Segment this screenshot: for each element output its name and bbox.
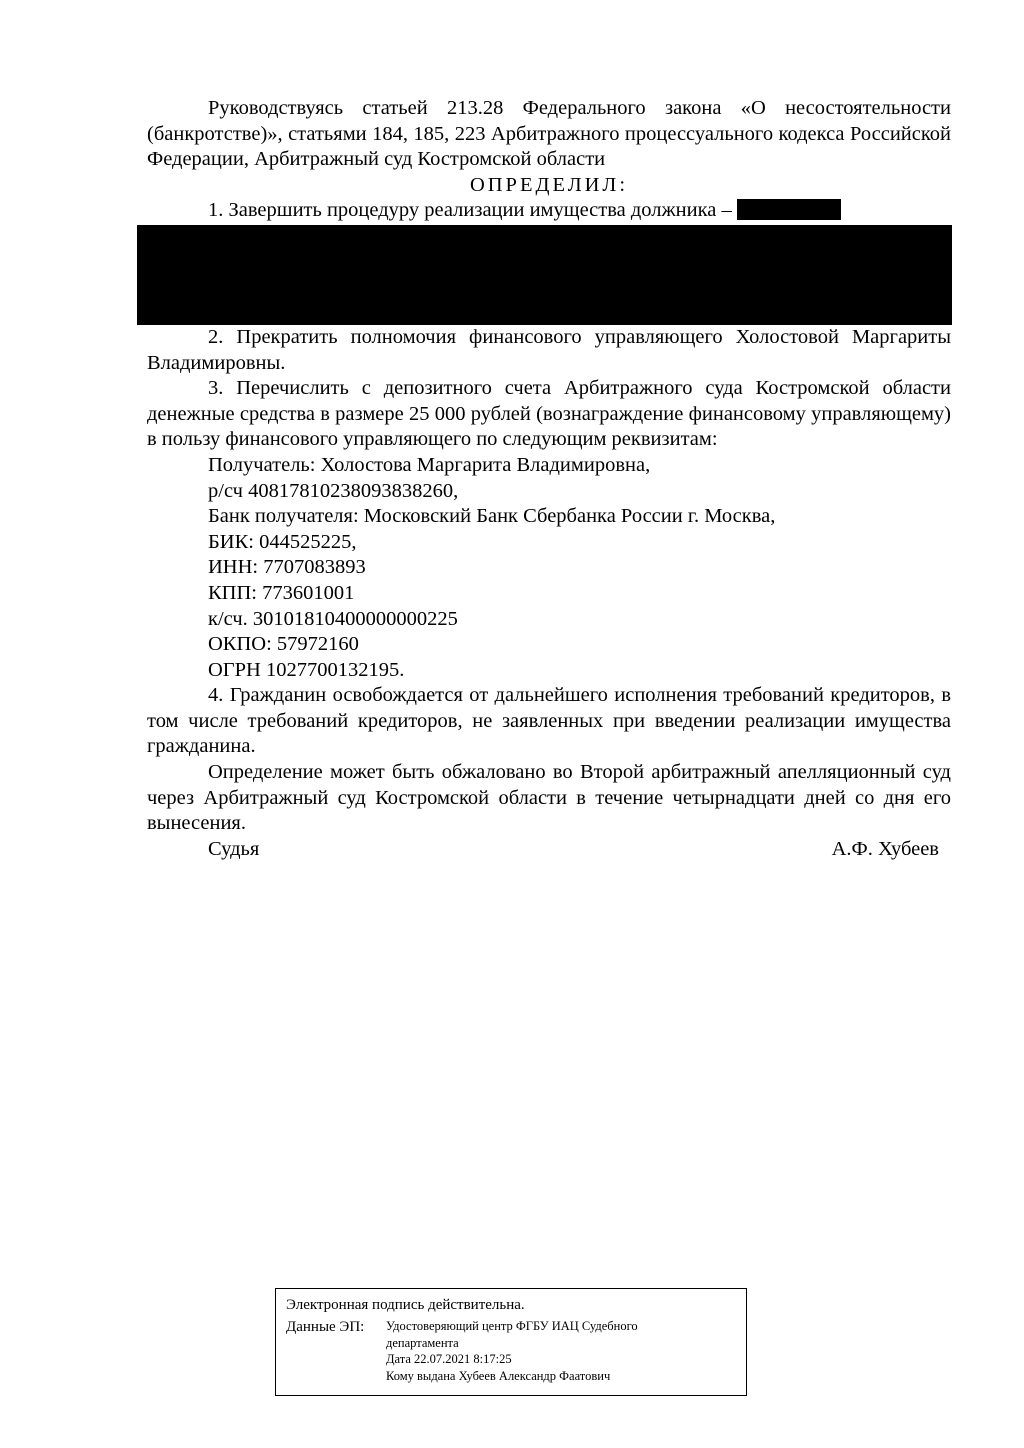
item-1-text: 1. Завершить процедуру реализации имущества должника – bbox=[208, 199, 732, 222]
intro-paragraph: Руководствуясь статьей 213.28 Федерального закона «О несостоятельности (банкротстве)», статьями 184, 185, 223 Арбитражного процессуального кодекса Российской Федерации, Арбитражный суд Костромской области bbox=[147, 97, 951, 171]
requisite-line: ОКПО: 57972160 bbox=[208, 633, 359, 656]
stamp-details bbox=[386, 1318, 638, 1384]
stamp-title: Электронная подпись действительна. bbox=[286, 1297, 525, 1313]
requisite-line: ИНН: 7707083893 bbox=[208, 556, 366, 579]
item-1-block bbox=[147, 198, 951, 325]
electronic-signature-stamp bbox=[275, 1288, 747, 1396]
redaction-bar bbox=[737, 199, 841, 220]
redaction-block bbox=[137, 225, 952, 325]
appeal-paragraph: Определение может быть обжаловано во Второй арбитражный апелляционный суд через Арбитражный суд Костромской области в течение четырнадцати дней со дня его вынесения. bbox=[147, 761, 951, 835]
stamp-row bbox=[286, 1318, 736, 1384]
signature-role: Судья bbox=[208, 837, 260, 860]
requisite-line: ОГРН 1027700132195. bbox=[208, 658, 405, 681]
stamp-detail-line: Кому выдана Хубеев Александр Фаатович bbox=[386, 1368, 611, 1383]
item-3-paragraph: 3. Перечислить с депозитного счета Арбитражного суда Костромской области денежные средства в размере 25 000 рублей (вознаграждение финансовому управляющему) в пользу финансового управляющего по следующим реквизитам: bbox=[147, 377, 951, 451]
requisite-line: БИК: 044525225, bbox=[208, 530, 357, 553]
signature-line bbox=[147, 837, 951, 863]
requisite-line: р/сч 40817810238093838260, bbox=[208, 479, 459, 502]
requisite-line: Получатель: Холостова Маргарита Владимировна, bbox=[208, 453, 651, 476]
signature-name: А.Ф. Хубеев bbox=[831, 837, 939, 860]
stamp-detail-line: департамента bbox=[386, 1335, 459, 1350]
item-2-paragraph: 2. Прекратить полномочия финансового управляющего Холостовой Маргариты Владимировны. bbox=[147, 325, 951, 374]
requisite-line: Банк получателя: Московский Банк Сбербанка России г. Москва, bbox=[208, 505, 776, 528]
stamp-detail-line: Дата 22.07.2021 8:17:25 bbox=[386, 1352, 512, 1366]
requisites-list bbox=[147, 453, 951, 683]
stamp-detail-line: Удостоверяющий центр ФГБУ ИАЦ Судебного bbox=[386, 1319, 638, 1333]
item-4-paragraph: 4. Гражданин освобождается от дальнейшего исполнения требований кредиторов, в том числе требований кредиторов, не заявленных при введении реализации имущества гражданина. bbox=[147, 684, 951, 758]
item-1-paragraph bbox=[147, 198, 951, 224]
stamp-label: Данные ЭП: bbox=[286, 1319, 365, 1335]
ruling-heading: ОПРЕДЕЛИЛ: bbox=[469, 173, 629, 196]
redacted-area bbox=[147, 224, 951, 325]
requisite-line: КПП: 773601001 bbox=[208, 581, 355, 604]
requisite-line: к/сч. 30101810400000000225 bbox=[208, 607, 458, 630]
document-body bbox=[147, 96, 951, 862]
